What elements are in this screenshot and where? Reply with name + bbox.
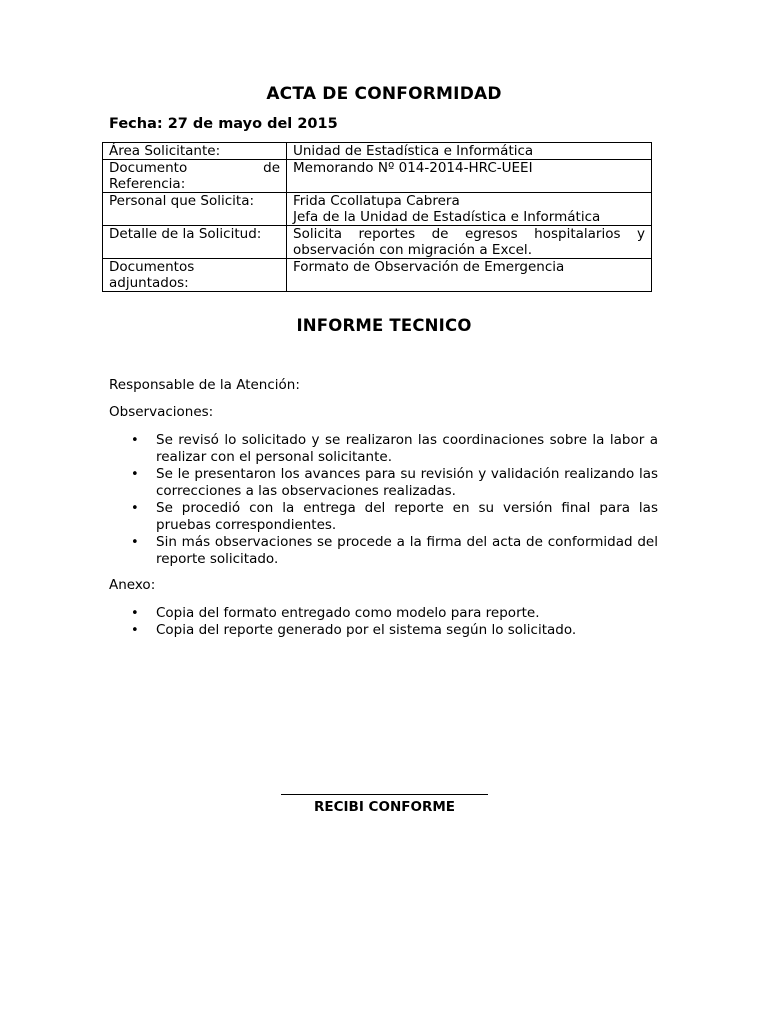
request-info-table xyxy=(102,142,652,292)
area-label: Área Solicitante: xyxy=(103,143,287,160)
bullet-icon: • xyxy=(131,606,139,621)
adjuntos-label-line-2: adjuntados: xyxy=(109,275,189,291)
personal-value xyxy=(287,193,652,226)
list-item xyxy=(109,622,658,639)
list-item xyxy=(109,432,658,466)
doc-reference-label xyxy=(103,160,287,193)
bullet-icon: • xyxy=(131,501,139,516)
list-item xyxy=(109,500,658,534)
bullet-icon: • xyxy=(131,623,139,638)
adjuntos-label xyxy=(103,259,287,292)
personal-label: Personal que Solicita: xyxy=(103,193,287,226)
observaciones-list xyxy=(109,432,658,568)
detalle-value xyxy=(287,226,652,259)
anexo-label: Anexo: xyxy=(109,577,156,593)
detalle-line-1: Solicita reportes de egresos hospitalarios y xyxy=(293,226,645,242)
detalle-line-2: observación con migración a Excel. xyxy=(293,242,532,258)
document-date: Fecha: 27 de mayo del 2015 xyxy=(109,116,338,132)
doc-label-part-c: Referencia: xyxy=(109,176,186,192)
doc-label-part-a: Documento xyxy=(109,160,188,176)
table-row xyxy=(103,259,652,292)
list-item xyxy=(109,466,658,500)
detalle-label: Detalle de la Solicitud: xyxy=(103,226,287,259)
doc-reference-value: Memorando Nº 014-2014-HRC-UEEI xyxy=(287,160,652,193)
table-row xyxy=(103,160,652,193)
table-row xyxy=(103,193,652,226)
list-item-text: Copia del formato entregado como modelo para reporte. xyxy=(156,605,540,621)
responsable-label: Responsable de la Atención: xyxy=(109,377,300,393)
bullet-icon: • xyxy=(131,535,139,550)
observaciones-label: Observaciones: xyxy=(109,404,214,420)
personal-name: Frida Ccollatupa Cabrera xyxy=(293,193,460,209)
adjuntos-value: Formato de Observación de Emergencia xyxy=(287,259,652,292)
list-item xyxy=(109,534,658,568)
list-item-text: Se procedió con la entrega del reporte en su versión final para las pruebas correspondientes. xyxy=(156,500,658,533)
bullet-icon: • xyxy=(131,467,139,482)
signature-line xyxy=(281,794,488,795)
adjuntos-label-line-1: Documentos xyxy=(109,259,195,275)
list-item-text: Se le presentaron los avances para su revisión y validación realizando las correcciones a las observaciones realizadas. xyxy=(156,466,658,499)
section-title: INFORME TECNICO xyxy=(296,316,472,335)
anexo-list xyxy=(109,605,658,639)
list-item-text: Sin más observaciones se procede a la firma del acta de conformidad del reporte solicitado. xyxy=(156,534,658,567)
list-item-text: Se revisó lo solicitado y se realizaron las coordinaciones sobre la labor a realizar con el personal solicitante. xyxy=(156,432,658,465)
list-item xyxy=(109,605,658,622)
area-value: Unidad de Estadística e Informática xyxy=(287,143,652,160)
list-item-text: Copia del reporte generado por el sistema según lo solicitado. xyxy=(156,622,577,638)
table-row xyxy=(103,226,652,259)
signature-label: RECIBI CONFORME xyxy=(314,799,455,815)
doc-label-part-b: de xyxy=(263,160,280,176)
table-row xyxy=(103,143,652,160)
bullet-icon: • xyxy=(131,433,139,448)
personal-role: Jefa de la Unidad de Estadística e Informática xyxy=(293,209,601,225)
document-title: ACTA DE CONFORMIDAD xyxy=(266,84,502,104)
